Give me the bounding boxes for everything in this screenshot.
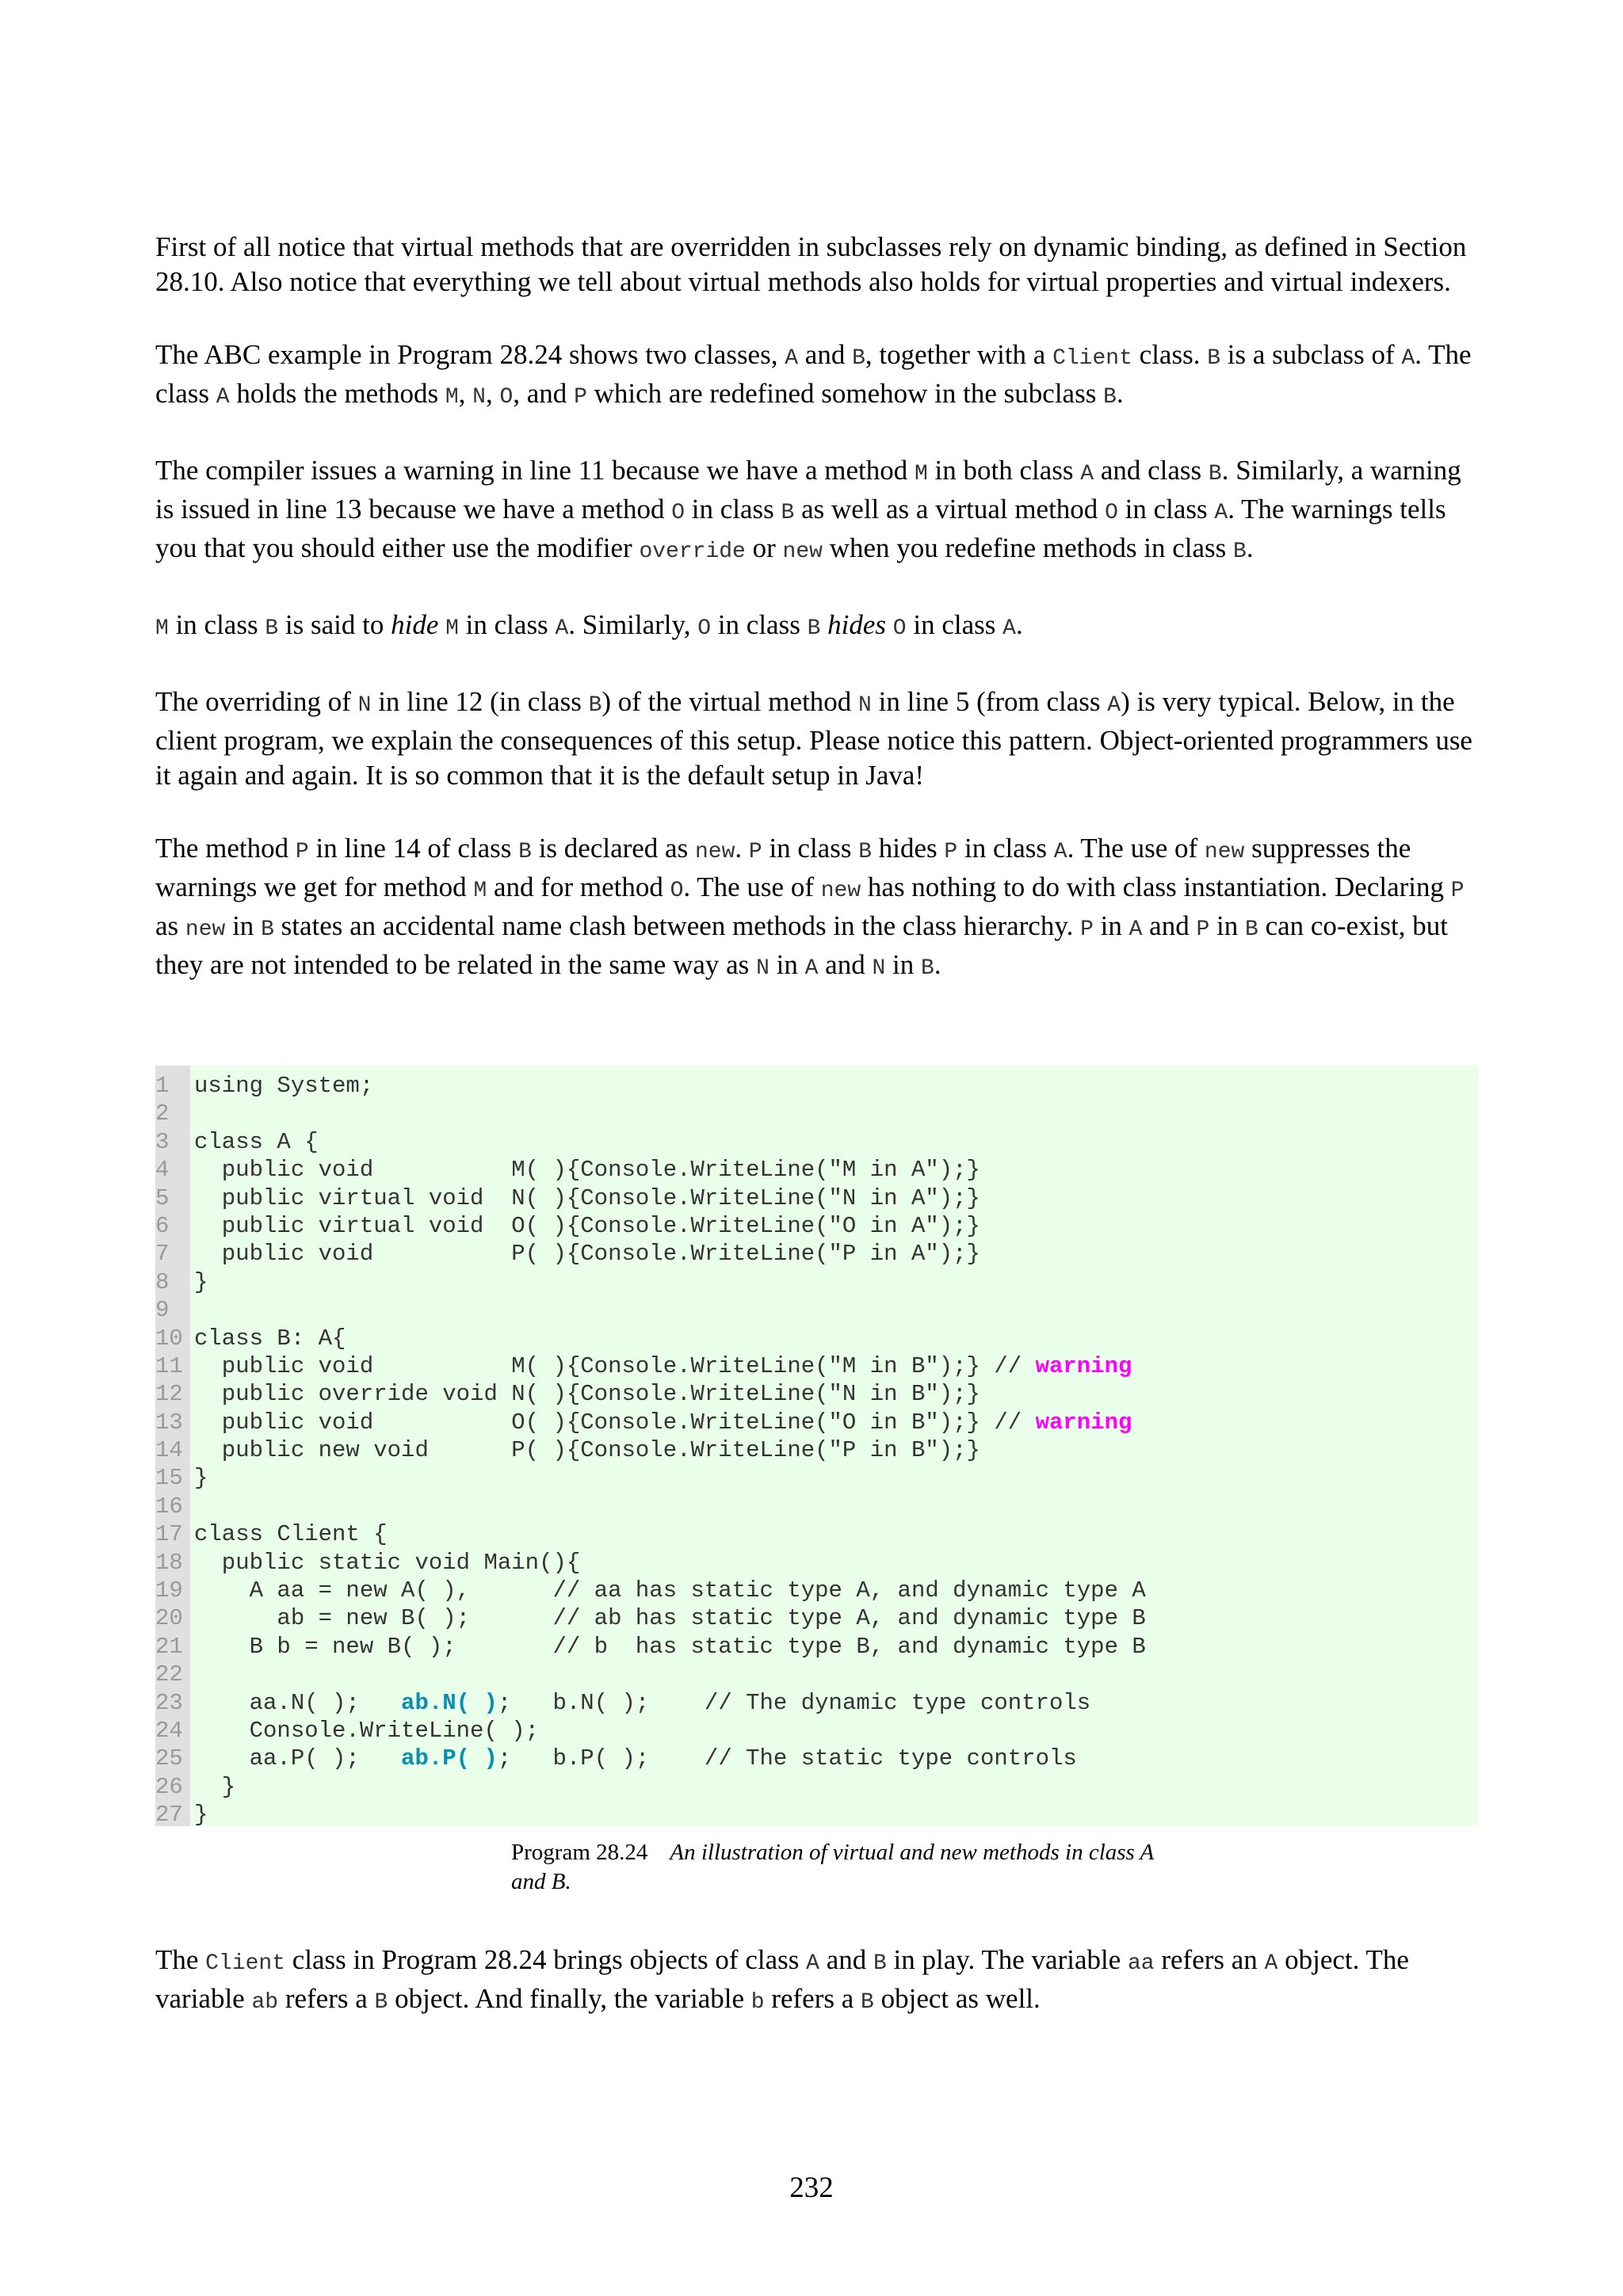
text-run: and <box>1142 910 1197 941</box>
text-run: ) is very typical. Below, in the client program, we explain the consequences of this setup. Please notice this pattern. Object-oriented programmers use it again and again. It is so common that it is the default setup in Java! <box>155 686 1472 791</box>
text-run <box>438 609 445 640</box>
inline-code: Client <box>205 1951 285 1976</box>
code-listing <box>155 1066 1479 1829</box>
text-run: in line 5 (from class <box>871 686 1108 717</box>
line-number: 4 <box>155 1157 170 1184</box>
emphasis: hides <box>827 609 887 640</box>
inline-code: B <box>861 1990 874 2015</box>
code-text <box>190 1409 1132 1436</box>
text-run: . <box>1015 609 1023 640</box>
text-run: , and <box>513 378 575 409</box>
text-run: or <box>745 532 783 563</box>
code-line <box>155 1661 1479 1688</box>
code-line <box>155 1801 1479 1829</box>
code-text <box>190 1773 235 1801</box>
inline-code: B <box>807 616 821 641</box>
inline-code: N <box>756 956 769 981</box>
text-run: public static void Main(){ <box>194 1549 581 1576</box>
inline-code: O <box>671 501 685 525</box>
inline-code: A <box>216 385 230 410</box>
inline-code: B <box>781 501 795 525</box>
text-run: . <box>1246 532 1254 563</box>
code-text <box>190 1801 208 1829</box>
text-run: in line 12 (in class <box>371 686 589 717</box>
code-line <box>155 1240 1479 1268</box>
text-run: refers an <box>1154 1944 1265 1975</box>
text-run: } <box>194 1465 208 1492</box>
inline-code: P <box>1450 879 1465 903</box>
text-run: in class <box>711 609 808 640</box>
text-run: which are redefined somehow in the subclass <box>586 378 1104 409</box>
inline-code: P <box>1196 917 1210 942</box>
code-line <box>155 1128 1479 1156</box>
warning-comment: warning <box>1035 1409 1132 1436</box>
code-line <box>155 1464 1479 1492</box>
code-line <box>155 1268 1479 1296</box>
code-line <box>155 1436 1479 1464</box>
inline-code: A <box>1128 917 1143 942</box>
text-run: in class <box>458 609 556 640</box>
text-run: as <box>155 910 185 941</box>
code-line <box>155 1212 1479 1240</box>
text-run: class A { <box>194 1128 319 1155</box>
inline-code: N <box>357 693 372 718</box>
line-number: 13 <box>155 1409 183 1436</box>
text-run: in class <box>685 494 781 524</box>
text-run: . Similarly, <box>568 609 698 640</box>
text-run: . <box>934 949 941 980</box>
code-text <box>190 1717 539 1745</box>
inline-code: A <box>804 956 819 981</box>
text-run: . <box>1116 378 1124 409</box>
inline-code: B <box>873 1951 887 1976</box>
text-run: is declared as <box>531 833 695 864</box>
paragraph <box>155 608 1479 646</box>
code-line <box>155 1072 1479 1100</box>
text-run: and class <box>1094 455 1209 486</box>
inline-code: M <box>914 462 928 486</box>
text-run: public void O( ){Console.WriteLine("O in B");} // <box>194 1409 1036 1436</box>
text-run: class B: A{ <box>194 1325 346 1352</box>
code-line <box>155 1773 1479 1801</box>
code-text <box>190 1352 1132 1380</box>
text-run: , <box>458 378 473 409</box>
text-run: holds the methods <box>229 378 445 409</box>
text-run: is said to <box>278 609 391 640</box>
paragraph <box>155 831 1479 986</box>
line-number: 27 <box>155 1802 183 1829</box>
text-run: The <box>155 1944 206 1975</box>
code-text <box>190 1549 580 1577</box>
text-run: A aa = new A( ), // aa has static type A, and dynamic type A <box>194 1577 1146 1604</box>
code-text <box>190 1604 1146 1632</box>
line-number: 3 <box>155 1128 170 1155</box>
emphasis: hide <box>391 609 439 640</box>
text-run: as well as a virtual method <box>794 494 1106 524</box>
code-line <box>155 1493 1479 1520</box>
line-number: 1 <box>155 1073 170 1099</box>
inline-code: N <box>472 385 486 410</box>
line-number: 5 <box>155 1184 170 1211</box>
code-text <box>190 1464 208 1492</box>
text-run: in class <box>168 609 265 640</box>
line-number: 19 <box>155 1577 183 1604</box>
text-run: and <box>798 339 853 370</box>
code-line <box>155 1717 1479 1745</box>
inline-code: B <box>518 840 532 864</box>
inline-code: P <box>944 840 958 864</box>
line-number: 12 <box>155 1381 183 1408</box>
text-run: public virtual void N( ){Console.WriteLine("N in A");} <box>194 1184 980 1211</box>
text-run: } <box>194 1773 236 1800</box>
text-run: B b = new B( ); // b has static type B, and dynamic type B <box>194 1633 1146 1660</box>
inline-code: B <box>858 840 873 864</box>
text-run: The method <box>155 833 296 864</box>
code-line <box>155 1520 1479 1548</box>
inline-code: B <box>265 616 279 641</box>
paragraph <box>155 338 1479 415</box>
text-run: . The use of <box>683 871 821 902</box>
line-number: 18 <box>155 1549 183 1576</box>
inline-code: new <box>694 840 735 864</box>
text-run: class in Program 28.24 brings objects of class <box>285 1944 807 1975</box>
line-number: 6 <box>155 1212 170 1239</box>
text-run: in class <box>957 833 1054 864</box>
text-run: The overriding of <box>155 686 358 717</box>
text-run: ) of the virtual method <box>601 686 859 717</box>
inline-code: N <box>858 693 872 718</box>
inline-code: O <box>670 879 684 903</box>
inline-code: O <box>499 385 514 410</box>
text-run: in class <box>762 833 859 864</box>
line-number: 7 <box>155 1241 170 1268</box>
text-run: class. <box>1132 339 1208 370</box>
inline-code: ab <box>251 1990 279 2015</box>
text-run: and <box>819 1944 873 1975</box>
paragraph <box>155 685 1479 793</box>
text-run: } <box>194 1802 208 1829</box>
code-line <box>155 1604 1479 1632</box>
text-run: The ABC example in Program 28.24 shows two classes, <box>155 339 785 370</box>
text-run: has nothing to do with class instantiation. Declaring <box>861 871 1451 902</box>
text-run: in <box>769 949 805 980</box>
code-line <box>155 1184 1479 1212</box>
text-run: is a subclass of <box>1220 339 1402 370</box>
code-text <box>190 1436 980 1464</box>
highlighted-call: ab.P( ) <box>401 1745 498 1772</box>
inline-code: B <box>1233 540 1247 564</box>
code-text <box>190 1240 980 1268</box>
code-line <box>155 1633 1479 1661</box>
line-number: 25 <box>155 1745 183 1772</box>
code-block <box>155 1072 1479 1829</box>
line-number: 8 <box>155 1268 170 1295</box>
inline-code: P <box>1080 917 1094 942</box>
code-text <box>190 1577 1146 1604</box>
code-text <box>190 1128 319 1156</box>
code-text <box>190 1689 1090 1717</box>
text-run: in <box>1093 910 1129 941</box>
code-text <box>190 1184 980 1212</box>
line-number: 23 <box>155 1689 183 1716</box>
line-number: 14 <box>155 1437 183 1464</box>
text-run: and for method <box>487 871 670 902</box>
inline-code: new <box>185 917 226 942</box>
inline-code: A <box>1107 693 1121 718</box>
text-run: . The warnings tells you that you should either use the modifier <box>155 494 1446 563</box>
inline-code: O <box>1105 501 1118 525</box>
line-number: 20 <box>155 1605 183 1632</box>
inline-code: A <box>1002 616 1016 641</box>
text-run: when you redefine methods in class <box>822 532 1233 563</box>
inline-code: B <box>588 693 602 718</box>
code-text <box>190 1380 980 1408</box>
text-run: public virtual void O( ){Console.WriteLine("O in A");} <box>194 1212 980 1239</box>
text-run: ab = new B( ); // ab has static type A, and dynamic type B <box>194 1605 1146 1632</box>
text-run: object. And finally, the variable <box>388 1983 751 2014</box>
text-run: in class <box>906 609 1003 640</box>
line-number: 22 <box>155 1661 183 1688</box>
text-run: . <box>735 833 749 864</box>
code-line <box>155 1745 1479 1772</box>
text-run: . The class <box>155 339 1472 409</box>
paragraph <box>155 1943 1479 2020</box>
inline-code: O <box>697 616 712 641</box>
text-run: class Client { <box>194 1521 388 1548</box>
text-run: refers a <box>764 1983 861 2014</box>
code-line <box>155 1577 1479 1604</box>
code-text <box>190 1325 346 1352</box>
code-line <box>155 1409 1479 1436</box>
caption-text: An illustration of virtual and new methods in class A and B. <box>511 1840 1154 1894</box>
inline-code: B <box>921 956 934 981</box>
text-run: . Similarly, a warning is issued in line 13 because we have a method <box>155 455 1461 524</box>
code-line <box>155 1380 1479 1408</box>
text-run: suppresses the warnings we get for method <box>155 833 1411 902</box>
text-run: in <box>225 910 262 941</box>
text-run: First of all notice that virtual methods that are overridden in subclasses rely on dynamic binding, as defined in Section 28.10. Also notice that everything we tell about virtual methods also holds for virtual properties and virtual indexers. <box>155 231 1467 297</box>
inline-code: A <box>1264 1951 1278 1976</box>
text-run: and <box>818 949 873 980</box>
line-number: 21 <box>155 1633 183 1660</box>
text-run <box>820 609 827 640</box>
code-text <box>190 1072 373 1100</box>
inline-code: O <box>892 616 907 641</box>
inline-code: aa <box>1128 1951 1155 1976</box>
text-run: , <box>485 378 500 409</box>
text-run: ; b.N( ); // The dynamic type controls <box>497 1689 1091 1716</box>
code-line <box>155 1296 1479 1324</box>
inline-code: new <box>782 540 823 564</box>
inline-code: M <box>155 616 169 641</box>
text-run: states an accidental name clash between methods in the class hierarchy. <box>273 910 1081 941</box>
code-text <box>190 1212 980 1240</box>
inline-code: new <box>1204 840 1245 864</box>
text-run: object. The variable <box>155 1944 1409 2014</box>
inline-code: B <box>1245 917 1258 942</box>
text-run: aa.N( ); <box>194 1689 402 1716</box>
text-run: hides <box>872 833 945 864</box>
text-run: } <box>194 1268 208 1295</box>
text-run: in <box>885 949 922 980</box>
code-text <box>190 1520 388 1548</box>
text-run: public void P( ){Console.WriteLine("P in A");} <box>194 1241 980 1268</box>
inline-code: override <box>639 540 746 564</box>
text-run: . The use of <box>1067 833 1205 864</box>
warning-comment: warning <box>1035 1352 1132 1379</box>
text-run: in both class <box>927 455 1081 486</box>
text-run: public void M( ){Console.WriteLine("M in A");} <box>194 1157 980 1184</box>
text-run: can co-exist, but they are not intended to be related in the same way as <box>155 910 1448 980</box>
inline-code: B <box>1103 385 1117 410</box>
text-run: public new void P( ){Console.WriteLine("P in B");} <box>194 1437 980 1464</box>
code-line <box>155 1156 1479 1184</box>
code-line <box>155 1352 1479 1380</box>
line-number: 11 <box>155 1352 183 1379</box>
inline-code: B <box>852 346 865 371</box>
line-number: 9 <box>155 1297 170 1324</box>
text-run: Console.WriteLine( ); <box>194 1717 540 1744</box>
line-number: 10 <box>155 1325 183 1352</box>
code-line <box>155 1325 1479 1352</box>
code-text <box>190 1633 1146 1661</box>
text-run: in play. The variable <box>886 1944 1128 1975</box>
caption-number: Program 28.24 <box>511 1840 648 1865</box>
line-number: 17 <box>155 1521 183 1548</box>
code-text <box>190 1156 980 1184</box>
body-text <box>155 230 1479 1024</box>
inline-code: A <box>1080 462 1094 486</box>
inline-code: M <box>473 879 487 903</box>
line-number: 16 <box>155 1493 183 1520</box>
inline-code: M <box>445 616 459 641</box>
page-number: 232 <box>789 2172 834 2204</box>
text-run: in line 14 of class <box>308 833 519 864</box>
inline-code: b <box>750 1990 765 2015</box>
paragraph <box>155 453 1479 570</box>
line-number: 2 <box>155 1100 170 1127</box>
line-number: 15 <box>155 1465 183 1492</box>
text-run: in <box>1209 910 1246 941</box>
code-line <box>155 1100 1479 1127</box>
inline-code: A <box>1401 346 1415 371</box>
code-line <box>155 1549 1479 1577</box>
inline-code: B <box>1207 346 1221 371</box>
inline-code: P <box>748 840 762 864</box>
code-text <box>190 1268 208 1296</box>
inline-code: M <box>445 385 459 410</box>
line-number: 26 <box>155 1773 183 1800</box>
inline-code: A <box>785 346 799 371</box>
code-text <box>190 1745 1077 1772</box>
inline-code: A <box>1053 840 1067 864</box>
text-run: object as well. <box>873 1983 1041 2014</box>
text-run: The compiler issues a warning in line 11 because we have a method <box>155 455 915 486</box>
inline-code: new <box>820 879 861 903</box>
inline-code: Client <box>1052 346 1132 371</box>
text-run: public void M( ){Console.WriteLine("M in B");} // <box>194 1352 1036 1379</box>
inline-code: N <box>872 956 886 981</box>
inline-code: A <box>1214 501 1228 525</box>
highlighted-call: ab.N( ) <box>401 1689 498 1716</box>
inline-code: P <box>295 840 309 864</box>
text-run: , together with a <box>865 339 1053 370</box>
inline-code: A <box>555 616 569 641</box>
line-number: 24 <box>155 1717 183 1744</box>
text-run <box>886 609 893 640</box>
inline-code: B <box>1208 462 1222 486</box>
text-run: in class <box>1117 494 1215 524</box>
program-caption <box>511 1838 1161 1897</box>
text-run: aa.P( ); <box>194 1745 402 1772</box>
inline-code: P <box>574 385 587 410</box>
code-line <box>155 1689 1479 1717</box>
text-run: refers a <box>278 1983 375 2014</box>
text-run: public override void N( ){Console.WriteLine("N in B");} <box>194 1381 980 1408</box>
inline-code: B <box>374 1990 388 2015</box>
text-run: ; b.P( ); // The static type controls <box>497 1745 1077 1772</box>
paragraph <box>155 230 1479 299</box>
text-run: using System; <box>194 1073 374 1099</box>
inline-code: A <box>806 1951 819 1976</box>
inline-code: B <box>261 917 274 942</box>
after-code-text <box>155 1943 1479 2058</box>
